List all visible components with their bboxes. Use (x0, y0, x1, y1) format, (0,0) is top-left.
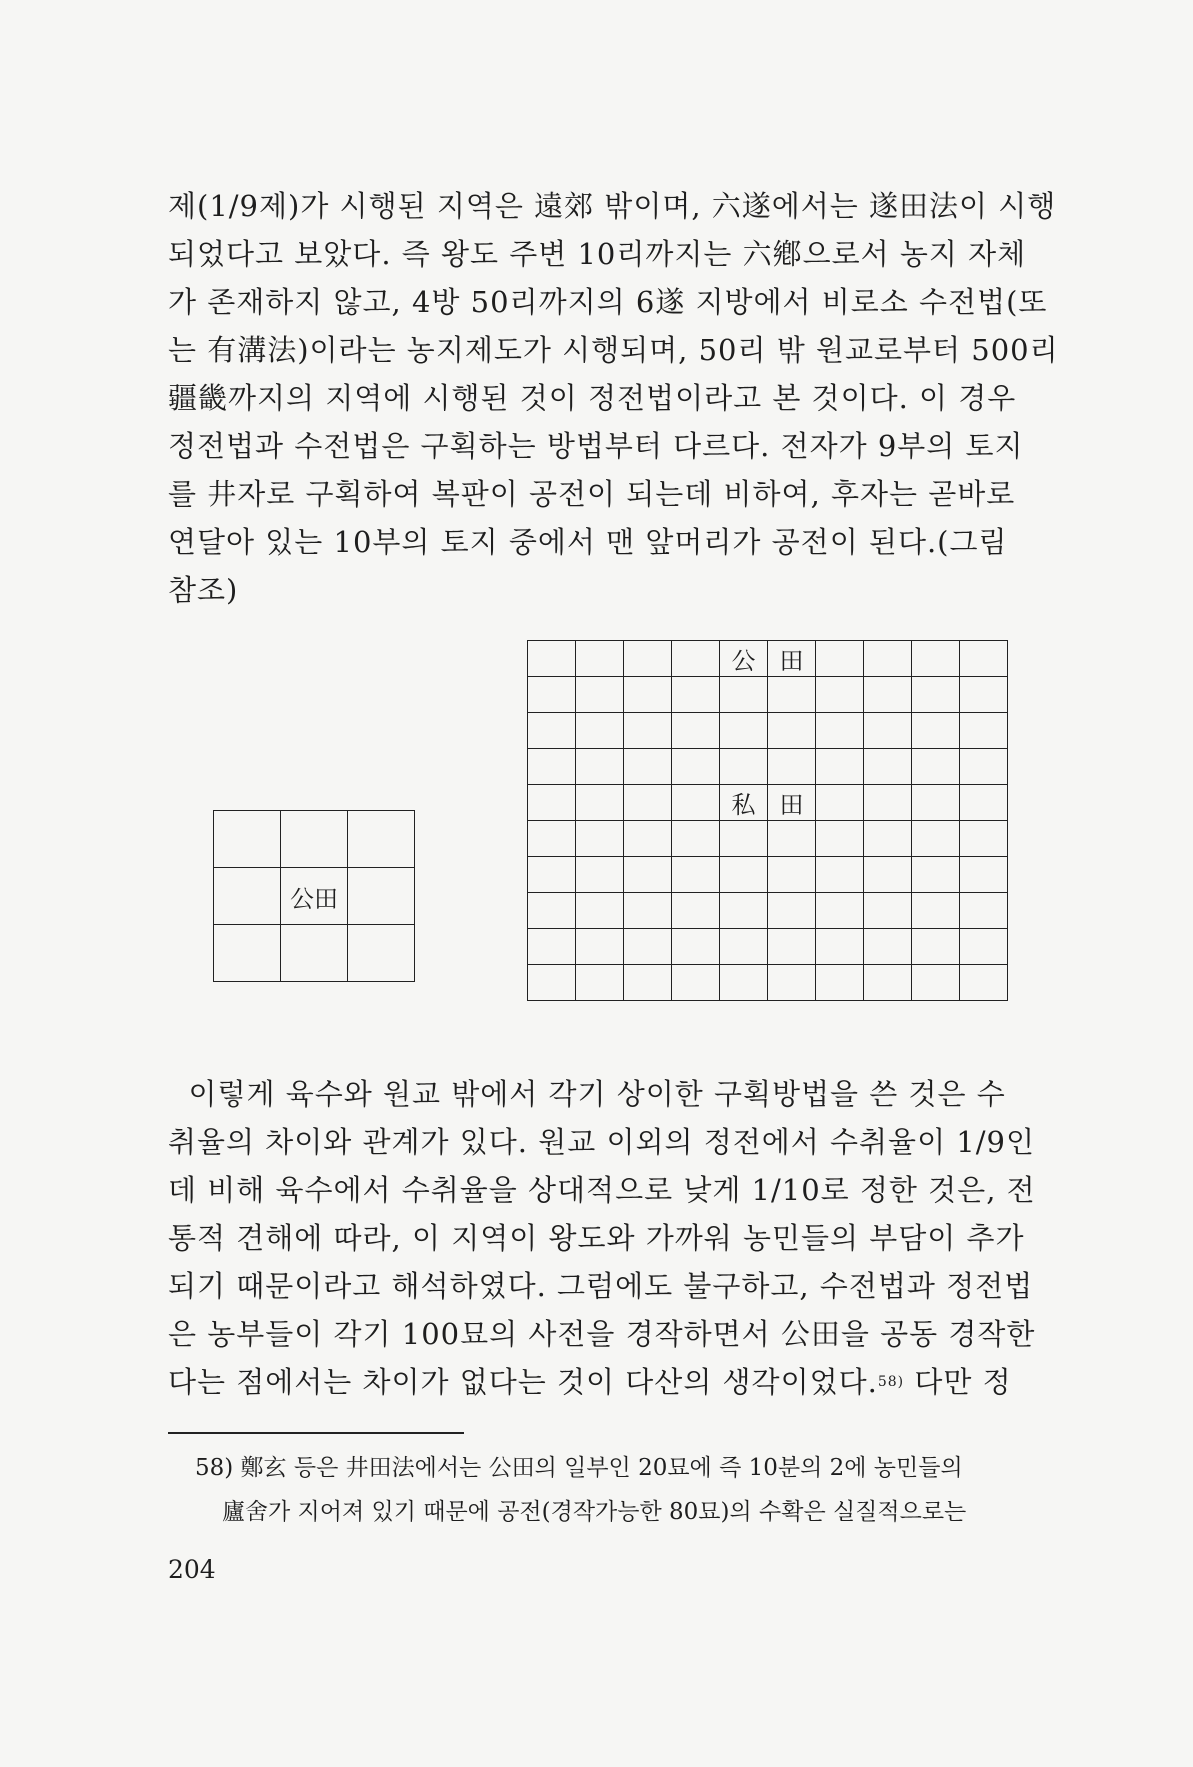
grid-cell (528, 785, 576, 821)
grid-cell (864, 893, 912, 929)
footnote-ref: 58) (877, 1374, 905, 1390)
grid-cell (528, 929, 576, 965)
sajeon-cell-1: 私 (720, 785, 768, 821)
text-line: 정전법과 수전법은 구획하는 방법부터 다르다. 전자가 9부의 토지 (168, 429, 1024, 463)
grid-cell (528, 749, 576, 785)
gongjeon-cell: 公田 (281, 868, 348, 925)
grid-cell (816, 785, 864, 821)
grid-cell (912, 713, 960, 749)
grid-cell (672, 749, 720, 785)
sujeon-grid-diagram (527, 640, 1008, 1001)
grid-cell (672, 929, 720, 965)
grid-cell (816, 893, 864, 929)
grid-cell (768, 713, 816, 749)
grid-cell (624, 713, 672, 749)
grid-cell (816, 965, 864, 1001)
grid-cell (960, 785, 1008, 821)
grid-cell (960, 641, 1008, 677)
grid-cell (768, 821, 816, 857)
grid-cell (576, 821, 624, 857)
grid-cell (576, 893, 624, 929)
grid-cell (960, 893, 1008, 929)
grid-cell (864, 785, 912, 821)
grid-cell (864, 641, 912, 677)
grid-cell (214, 868, 281, 925)
text-line: 연달아 있는 10부의 토지 중에서 맨 앞머리가 공전이 된다.(그림 (168, 525, 1008, 559)
grid-cell (912, 677, 960, 713)
jeongjeon-grid-diagram (213, 810, 415, 982)
grid-cell (912, 929, 960, 965)
grid-cell (864, 857, 912, 893)
grid-cell (720, 677, 768, 713)
grid-cell (816, 929, 864, 965)
text-line: 되기 때문이라고 해석하였다. 그럼에도 불구하고, 수전법과 정전법 (168, 1269, 1034, 1303)
text-line: 제(1/9제)가 시행된 지역은 遠郊 밖이며, 六遂에서는 遂田法이 시행 (168, 189, 1057, 223)
grid-cell (672, 965, 720, 1001)
text-line: 를 井자로 구획하여 복판이 공전이 되는데 비하여, 후자는 곧바로 (168, 477, 1016, 511)
text-line: 은 농부들이 각기 100묘의 사전을 경작하면서 公田을 공동 경작한 (168, 1317, 1036, 1351)
grid-cell (720, 749, 768, 785)
grid-cell (864, 749, 912, 785)
grid-cell (672, 857, 720, 893)
grid-cell (912, 785, 960, 821)
grid-cell (720, 965, 768, 1001)
grid-cell (720, 713, 768, 749)
grid-cell (960, 857, 1008, 893)
grid-cell (672, 821, 720, 857)
text-line: 疆畿까지의 지역에 시행된 것이 정전법이라고 본 것이다. 이 경우 (168, 381, 1017, 415)
grid-cell (576, 641, 624, 677)
grid-cell (348, 811, 415, 868)
grid-cell (576, 785, 624, 821)
grid-cell (768, 965, 816, 1001)
text-line: 되었다고 보았다. 즉 왕도 주변 10리까지는 六鄕으로서 농지 자체 (168, 237, 1027, 271)
grid-cell (624, 857, 672, 893)
grid-cell (720, 857, 768, 893)
grid-cell (912, 821, 960, 857)
grid-cell (576, 857, 624, 893)
grid-cell (348, 868, 415, 925)
grid-cell (816, 857, 864, 893)
grid-cell (528, 641, 576, 677)
grid-cell (816, 641, 864, 677)
grid-cell (864, 965, 912, 1001)
grid-cell (912, 641, 960, 677)
grid-cell (576, 965, 624, 1001)
grid-cell (528, 893, 576, 929)
grid-cell (576, 749, 624, 785)
grid-cell (816, 749, 864, 785)
grid-cell (960, 821, 1008, 857)
grid-cell (912, 857, 960, 893)
text-line: 가 존재하지 않고, 4방 50리까지의 6遂 지방에서 비로소 수전법(또 (168, 285, 1048, 319)
grid-cell (720, 821, 768, 857)
text-line: 참조) (168, 573, 239, 607)
grid-cell (672, 785, 720, 821)
grid-cell (528, 857, 576, 893)
grid-cell (624, 749, 672, 785)
grid-cell (672, 893, 720, 929)
body-paragraph-1 (168, 182, 1059, 614)
grid-cell (624, 965, 672, 1001)
grid-cell (768, 749, 816, 785)
grid-cell (672, 641, 720, 677)
grid-cell (720, 929, 768, 965)
text-line: 취율의 차이와 관계가 있다. 원교 이외의 정전에서 수취율이 1/9인 (168, 1125, 1035, 1159)
grid-cell (576, 929, 624, 965)
text-line: 데 비해 육수에서 수취율을 상대적으로 낮게 1/10로 정한 것은, 전 (168, 1173, 1036, 1207)
grid-cell (768, 893, 816, 929)
grid-cell (912, 893, 960, 929)
grid-cell (816, 677, 864, 713)
grid-cell (624, 641, 672, 677)
footnote-line: 58) 鄭玄 등은 井田法에서는 公田의 일부인 20묘에 즉 10분의 2에 농민들의 (195, 1455, 963, 1481)
grid-cell (528, 821, 576, 857)
text-line: 통적 견해에 따라, 이 지역이 왕도와 가까워 농민들의 부담이 추가 (168, 1221, 1025, 1255)
grid-cell (720, 893, 768, 929)
grid-cell (912, 749, 960, 785)
grid-cell (768, 677, 816, 713)
gongjeon-cell-2: 田 (768, 641, 816, 677)
grid-cell (624, 893, 672, 929)
grid-cell (214, 925, 281, 982)
footnote-divider (168, 1432, 464, 1434)
grid-cell (768, 929, 816, 965)
grid-cell (960, 713, 1008, 749)
text-line: 는 有溝法)이라는 농지제도가 시행되며, 50리 밖 원교로부터 500리 (168, 333, 1059, 367)
grid-cell (960, 677, 1008, 713)
grid-cell (864, 821, 912, 857)
grid-cell (816, 821, 864, 857)
grid-cell (624, 785, 672, 821)
grid-cell (960, 749, 1008, 785)
grid-cell (864, 929, 912, 965)
sajeon-cell-2: 田 (768, 785, 816, 821)
grid-cell (672, 713, 720, 749)
grid-cell (672, 677, 720, 713)
grid-cell (624, 821, 672, 857)
footnote-line: 廬舍가 지어져 있기 때문에 공전(경작가능한 80묘)의 수확은 실질적으로는 (222, 1499, 967, 1525)
page-number: 204 (168, 1555, 216, 1584)
body-paragraph-2 (168, 1070, 1048, 1406)
grid-cell (624, 929, 672, 965)
text-line: 다는 점에서는 차이가 없다는 것이 다산의 생각이었다.$^{58)}$ 다만 정 (168, 1365, 1012, 1399)
gongjeon-cell-1: 公 (720, 641, 768, 677)
grid-cell (864, 713, 912, 749)
grid-cell (912, 965, 960, 1001)
grid-cell (528, 713, 576, 749)
grid-cell (348, 925, 415, 982)
grid-cell (214, 811, 281, 868)
grid-cell (768, 857, 816, 893)
grid-cell (281, 925, 348, 982)
grid-cell (281, 811, 348, 868)
grid-cell (624, 677, 672, 713)
grid-cell (576, 713, 624, 749)
grid-cell (816, 713, 864, 749)
grid-cell (528, 677, 576, 713)
grid-cell (528, 965, 576, 1001)
grid-cell (960, 929, 1008, 965)
text-line: 이렇게 육수와 원교 밖에서 각기 상이한 구획방법을 쓴 것은 수 (188, 1077, 1006, 1111)
grid-cell (864, 677, 912, 713)
grid-cell (960, 965, 1008, 1001)
grid-cell (576, 677, 624, 713)
